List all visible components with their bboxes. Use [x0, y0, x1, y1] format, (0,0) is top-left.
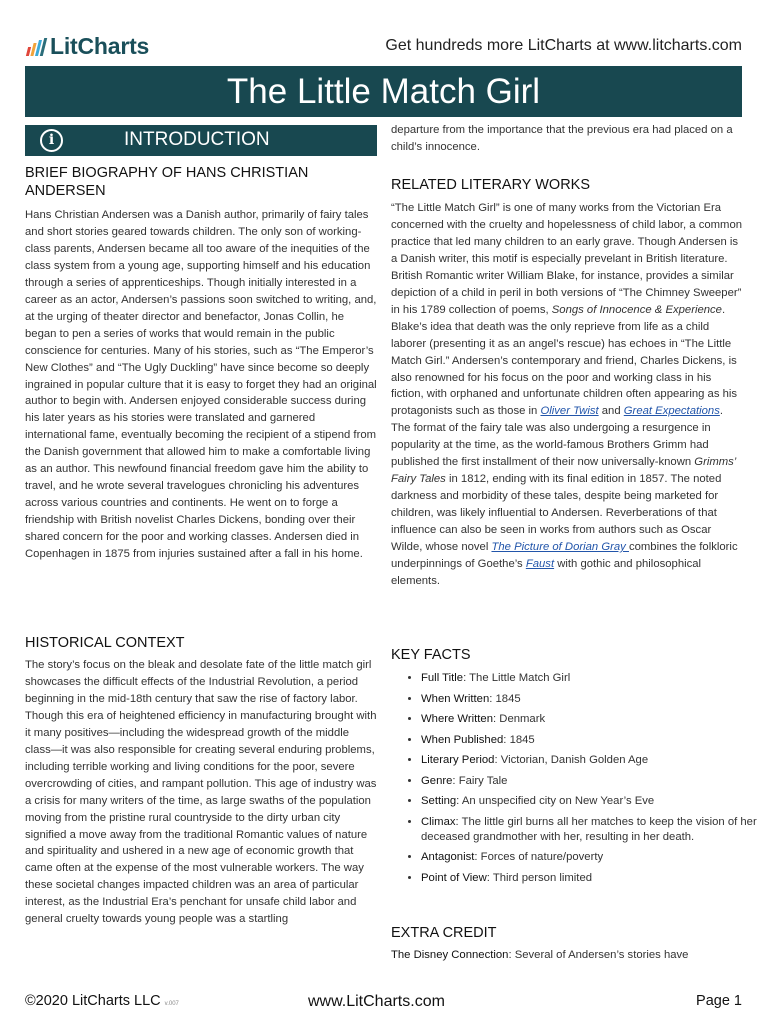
- fact-item: • When Published: 1845: [421, 733, 768, 748]
- footer-version: v.007: [164, 1001, 179, 1007]
- historical-continued-text: departure from the importance that the previous era had placed on a child’s innocence.: [391, 124, 733, 153]
- fact-item: • Climax: The little girl burns all her matches to keep the vision of her deceased grandmother with her, resulting in her death.: [421, 815, 768, 845]
- introduction-banner: [25, 125, 377, 156]
- footer-site-link[interactable]: www.LitCharts.com: [308, 993, 445, 1010]
- key-facts-list: [391, 671, 768, 891]
- page-title: The Little Match Girl: [25, 66, 742, 117]
- dorian-gray-link[interactable]: The Picture of Dorian Gray: [491, 541, 629, 554]
- fact-item: • Full Title: The Little Match Girl: [421, 671, 768, 686]
- page-header: [0, 0, 768, 62]
- fact-item: • Point of View: Third person limited: [421, 871, 768, 886]
- related-works-text: “The Little Match Girl” is one of many works from the Victorian Era concerned with the cruelty and hopelessness of child labor, a common practice that led many children to an early grave. Though Andersen is a Danish writer, this motif is especially prevelant in British literature. British Romantic writer William Blake, for instance, provides a similar depiction of a child in peril in both versions of “The Chimney Sweeper” in his 1789 collection of poems, Songs of Innocence & Experience. Blake’s idea that death was the only reprieve from life as a child laborer (presenting it as an angel’s rescue) has echoes in “The Little Match Girl.” Andersen’s contemporary and friend, Charles Dickens, is also renowned for his focus on the poor and working class in his fiction, with orphaned and unfortunate children often appearing as his protagonists such as those in Oliver Twist and Great Expectations. The format of the fairy tale was also undergoing a resurgence in popularity at the time, as the world-famous Brothers Grimm had published the first installment of their now universally-known Grimms’ Fairy Tales in 1812, ending with its final edition in 1857. The noted darkness and morbidity of these tales, despite being marketed for children, was likely influential to Andersen. Reverberations of that influence can also be seen in works from authors such as Oscar Wilde, whose novel The Picture of Dorian Gray combines the folkloric underpinnings of Goethe’s Faust with gothic and philosophical elements.: [391, 202, 743, 587]
- footer-page-number: Page 1: [696, 993, 742, 1009]
- great-expectations-link[interactable]: Great Expectations: [623, 405, 720, 418]
- info-icon: i: [40, 129, 63, 152]
- logo-text: LitCharts: [50, 33, 150, 59]
- historical-heading: HISTORICAL CONTEXT: [25, 635, 185, 651]
- logo-bars-icon: [27, 38, 45, 56]
- fact-item: • Literary Period: Victorian, Danish Golden Age: [421, 753, 768, 768]
- extra-credit-text: The Disney Connection: Several of Andersen’s stories have: [391, 949, 689, 961]
- extra-credit-heading: EXTRA CREDIT: [391, 925, 497, 941]
- introduction-label: INTRODUCTION: [124, 129, 270, 150]
- header-tagline[interactable]: Get hundreds more LitCharts at www.litcharts.com: [385, 37, 742, 54]
- footer-copyright: ©2020 LitCharts LLC v.007: [25, 993, 179, 1009]
- fact-item: • Antagonist: Forces of nature/poverty: [421, 850, 768, 865]
- songs-title: Songs of Innocence & Experience: [551, 303, 722, 316]
- historical-text: The story’s focus on the bleak and desolate fate of the little match girl showcases the difficult effects of the Industrial Revolution, a period beginning in the mid-18th century that saw the rise of factory labor. Though this era of heightened efficiency in manufacturing brought with it many positives—including the widespread growth of the middle class—it was also responsible for creating several enduring problems, including terrible working and living conditions for the poor, severe overcrowding of cities, and rampant pollution. This age of industry was a crisis for many writers of the time, as large swaths of the population moving from the pristine rural countryside to the dirty urban city signified a move away from the traditional Romantic values of nature and spirituality and ushered in a new age of economic growth that came often at the expense of the most vulnerable workers. The way these societal changes impacted children was an area of particular interest, as the Industrial Era’s penchant for unsafe child labor and general cruelty towards young people was a startling: [25, 659, 377, 926]
- litcharts-logo[interactable]: [27, 33, 149, 60]
- fact-item: • Genre: Fairy Tale: [421, 774, 768, 789]
- related-works-heading: RELATED LITERARY WORKS: [391, 177, 591, 193]
- fact-item: • When Written: 1845: [421, 692, 768, 707]
- bio-heading: BRIEF BIOGRAPHY OF HANS CHRISTIAN ANDERSEN: [25, 165, 309, 199]
- grimms-title: Grimms’ Fairy Tales: [391, 456, 736, 486]
- fact-item: • Where Written: Denmark: [421, 712, 768, 727]
- oliver-twist-link[interactable]: Oliver Twist: [540, 405, 599, 418]
- key-facts-heading: KEY FACTS: [391, 647, 471, 663]
- fact-item: • Setting: An unspecified city on New Year’s Eve: [421, 794, 768, 809]
- faust-link[interactable]: Faust: [525, 558, 555, 571]
- bio-text: Hans Christian Andersen was a Danish author, primarily of fairy tales and short stories geared towards children. The only son of working-class parents, Andersen became all too aware of the inequities of the class system from a young age, supporting himself and his education through a series of apprenticeships. Though initially interested in a career as an actor, Andersen’s passions soon switched to writing, and, at the urging of theater director and benefactor, Jonas Collin, he began to pen a series of works that would remain in the public conscience for centuries. Many of his stories, such as “The Emperor’s New Clothes” and “The Ugly Duckling” have since become so deeply ingrained in popular culture that it is easy to forget they had an original author to begin with. Andersen enjoyed considerable success during his later years as his stories were translated and garnered international fame, eventually becoming the recipient of a stipend from the Danish government that allowed him to make a comfortable living as an author. This newfound financial freedom gave him the ability to travel, and he wrote several travelogues chronicling his adventures across various countries and continents. He went on to forge a friendship with British novelist Charles Dickens, bonding over their shared concern for the poor and working classes. Andersen died in Copenhagen in 1875 from injuries sustained after a fall in his home.: [25, 209, 377, 561]
